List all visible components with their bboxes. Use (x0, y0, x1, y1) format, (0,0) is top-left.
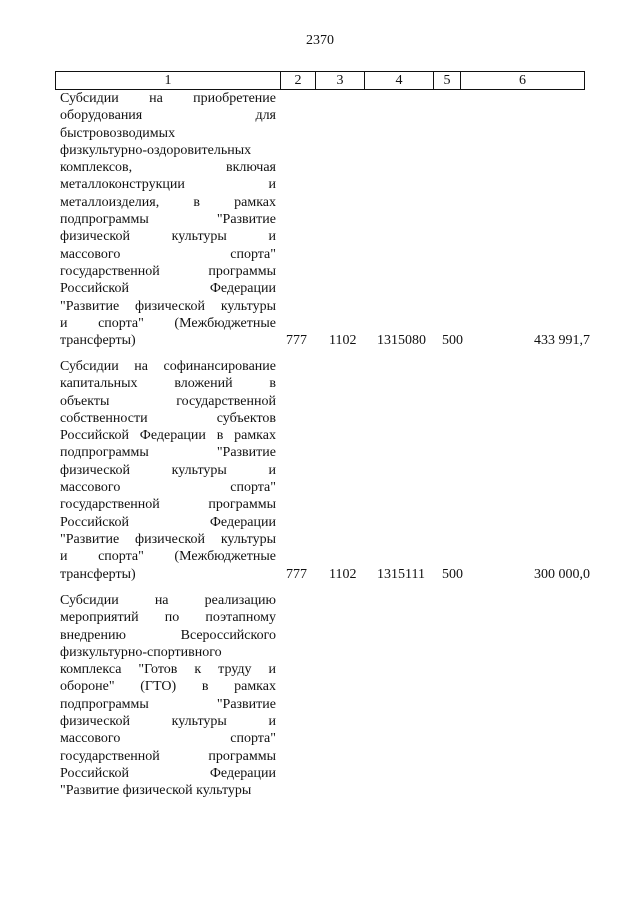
table-row (60, 592, 590, 802)
table-header (55, 71, 585, 90)
desc-line: Российской Федерации (60, 514, 276, 530)
desc-line: комплексов, включая (60, 160, 276, 176)
desc-line: "Развитие физической культуры (60, 298, 276, 314)
desc-line: быстровозводимых (60, 125, 176, 141)
table-row (60, 358, 590, 584)
desc-line: капитальных вложений в (60, 376, 276, 392)
header-col-4: 4 (365, 72, 434, 90)
desc-line: металлоизделия, в рамках (60, 194, 276, 210)
desc-line: и спорта" (Межбюджетные (60, 549, 276, 565)
admin-code: 777 (286, 567, 307, 582)
expense-type-code: 500 (442, 333, 463, 348)
desc-line: "Развитие физической культуры (60, 531, 276, 547)
desc-line: государственной программы (60, 748, 276, 764)
expense-type-code: 500 (442, 567, 463, 582)
desc-line: мероприятий по поэтапному (60, 610, 276, 626)
desc-line: государственной программы (60, 263, 276, 279)
header-col-2: 2 (281, 72, 316, 90)
desc-line: собственности субъектов (60, 410, 276, 426)
section-code: 1102 (329, 333, 357, 348)
desc-line: Субсидии на софинансирование (60, 359, 276, 374)
desc-line: подпрограммы "Развитие (60, 696, 276, 712)
desc-line: физической культуры и (60, 229, 276, 245)
desc-line: объекты государственной (60, 393, 276, 409)
target-code: 1315111 (377, 567, 425, 582)
section-code: 1102 (329, 567, 357, 582)
desc-line: и спорта" (Межбюджетные (60, 315, 276, 331)
desc-line: оборудования для (60, 108, 276, 124)
desc-line: Российской Федерации (60, 281, 276, 297)
desc-line: массового спорта" (60, 731, 276, 747)
desc-line: физической культуры и (60, 714, 276, 730)
target-code: 1315080 (377, 333, 426, 348)
desc-line: физкультурно-спортивного (60, 644, 222, 660)
header-col-1: 1 (56, 72, 281, 90)
desc-line: Субсидии на приобретение (60, 91, 276, 106)
row-description (60, 592, 276, 800)
desc-line: подпрограммы "Развитие (60, 212, 276, 228)
desc-line: металлоконструкции и (60, 177, 276, 193)
desc-line: "Развитие физической культуры (60, 783, 252, 799)
desc-line: трансферты) (60, 566, 136, 582)
page-number: 2370 (306, 33, 334, 48)
desc-line: Российской Федерации в рамках (60, 428, 276, 444)
desc-line: Российской Федерации (60, 765, 276, 781)
row-description (60, 358, 276, 583)
row-description (60, 90, 276, 349)
desc-line: государственной программы (60, 497, 276, 513)
desc-line: массового спорта" (60, 480, 276, 496)
header-col-5: 5 (434, 72, 461, 90)
header-col-6: 6 (461, 72, 585, 90)
table-row (60, 90, 590, 350)
desc-line: массового спорта" (60, 246, 276, 262)
admin-code: 777 (286, 333, 307, 348)
amount: 433 991,7 (534, 333, 590, 348)
header-col-3: 3 (316, 72, 365, 90)
desc-line: подпрограммы "Развитие (60, 445, 276, 461)
desc-line: комплекса "Готов к труду и (60, 662, 276, 678)
desc-line: обороне" (ГТО) в рамках (60, 679, 276, 695)
desc-line: физкультурно-оздоровительных (60, 142, 252, 158)
desc-line: Субсидии на реализацию (60, 593, 276, 608)
desc-line: физической культуры и (60, 462, 276, 478)
desc-line: внедрению Всероссийского (60, 627, 276, 643)
desc-line: трансферты) (60, 333, 136, 349)
amount: 300 000,0 (534, 567, 590, 582)
